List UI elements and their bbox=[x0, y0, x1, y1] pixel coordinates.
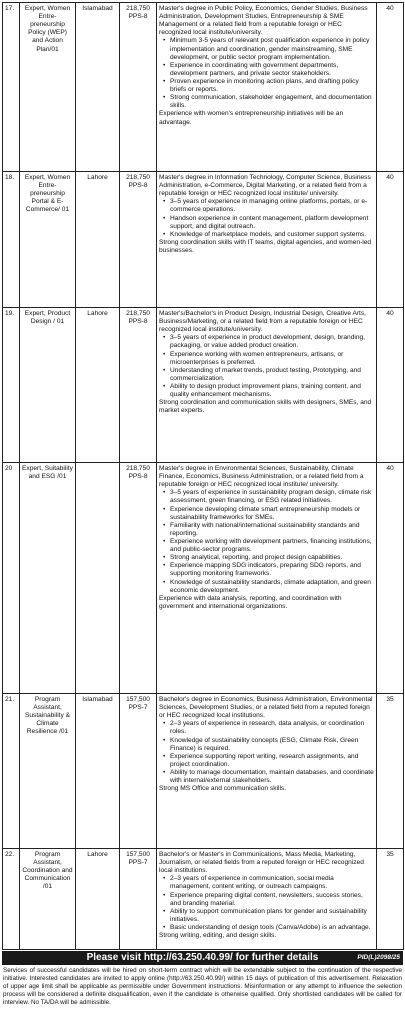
experience-item: • Experience mapping SDG indicators, preparing SDG reports, and supporting monitoring frameworks. bbox=[170, 562, 374, 578]
job-pay bbox=[120, 463, 157, 694]
job-location: Lahore bbox=[76, 172, 120, 308]
job-location: Lahore bbox=[76, 849, 120, 950]
job-pay bbox=[120, 308, 157, 463]
job-pay-scale: PPS-8 bbox=[128, 13, 148, 21]
job-number: 22. bbox=[3, 849, 20, 950]
experience-item: • 3–5 years of experience in product development, design, branding, packaging, or value added product creation. bbox=[170, 334, 374, 350]
job-post-title: Program Assistant, Sustainability & Climate Resilience /01 bbox=[20, 694, 76, 849]
experience-list bbox=[170, 198, 374, 239]
job-qualification bbox=[157, 694, 377, 849]
experience-item: • Knowledge of sustainability concepts (ESG, Climate Risk, Green Finance) is required. bbox=[170, 737, 374, 753]
qualification-note: Strong writing, editing, and design skills. bbox=[159, 932, 277, 940]
job-pay bbox=[120, 694, 157, 849]
job-row bbox=[3, 849, 404, 950]
job-row bbox=[3, 308, 404, 463]
experience-item: • Experience working with development partners, financing institutions, and public-sector programs. bbox=[170, 538, 374, 554]
job-post-title: Expert, Suitability and ESG /01 bbox=[20, 463, 76, 694]
job-age-limit: 40 bbox=[377, 172, 404, 308]
job-number: 21. bbox=[3, 694, 20, 849]
experience-item: • 2–3 years of experience in communication, social media management, content writing, or outreach campaigns. bbox=[170, 875, 374, 891]
experience-list bbox=[170, 489, 374, 594]
job-pay-scale: PPS-7 bbox=[128, 704, 148, 712]
experience-item: • Familiarity with national/international sustainability standards and reporting. bbox=[170, 522, 374, 538]
job-pay-scale: PPS-7 bbox=[128, 859, 148, 867]
experience-item: • 2–3 years of experience in research, data analysis, or coordination roles. bbox=[170, 720, 374, 736]
job-pay-scale: PPS-8 bbox=[128, 182, 148, 190]
job-row bbox=[3, 3, 404, 172]
experience-item: • Experience working with women entrepreneurs, artisans, or microenterprises is preferred. bbox=[170, 351, 374, 367]
experience-item: • Understanding of market trends, product testing, Prototyping, and commercialization. bbox=[170, 367, 374, 383]
qualification-intro: Bachelor's or Master's in Communications, Mass Media, Marketing, Journalism, or related fields from a reputed foreign or HEC recognized local institutions. bbox=[159, 851, 364, 875]
jobs-table bbox=[2, 2, 404, 950]
job-qualification bbox=[157, 3, 377, 172]
job-qualification bbox=[157, 172, 377, 308]
job-qualification bbox=[157, 308, 377, 463]
qualification-intro: Master's/Bachelor's in Product Design, Industrial Design, Creative Arts, Business/Marketing, or a related field from a reputable foreign or HEC recognized local institute/university. bbox=[159, 310, 367, 334]
visit-banner bbox=[2, 951, 403, 965]
job-post-title: Expert, Product Design / 01 bbox=[20, 308, 76, 463]
qualification-note: Experience with women's entrepreneurship initiatives will be an advantage. bbox=[159, 110, 344, 126]
job-qualification bbox=[157, 463, 377, 694]
job-age-limit: 40 bbox=[377, 463, 404, 694]
experience-item: • Experience supporting report writing, research assignments, and project coordination. bbox=[170, 753, 374, 769]
pid-code: PID(L)2098/25 bbox=[357, 954, 400, 961]
experience-item: • Minimum 3-5 years of relevant post qualification experience in policy implementation and coordination, gender mainstreaming, SME development, or public sector program implementation. bbox=[170, 37, 374, 61]
job-age-limit: 35 bbox=[377, 849, 404, 950]
experience-item: • Ability to manage documentation, maintain databases, and coordinate with internal/external stakeholders. bbox=[170, 769, 374, 785]
job-post-title: Program Assistant, Coordination and Communication /01 bbox=[20, 849, 76, 950]
job-post-title: Expert, Women Entre-preneurship Policy (WEP) and Action Plan/01 bbox=[20, 3, 76, 172]
job-pay-scale: PPS-8 bbox=[128, 473, 148, 481]
experience-item: • 3–5 years of experience in sustainability program design, climate risk assessment, green financing, or ESG related initiatives. bbox=[170, 489, 374, 505]
qualification-intro: Bachelor's degree in Economics, Business Administration, Environmental Sciences, Development Studies, or a related field from a reputed foreign or HEC recognized local institutions. bbox=[159, 696, 373, 720]
job-location: Islamabad bbox=[76, 3, 120, 172]
job-salary: 157,500 bbox=[126, 851, 150, 858]
experience-item: • Ability to support communication plans for gender and sustainability initiatives. bbox=[170, 908, 374, 924]
job-salary: 218,750 bbox=[126, 310, 150, 317]
footer-notice: Services of successful candidates will be hired on short-term contract which will be extendable subject to the continuation of the respective initiative. Interested candidates are invited to apply online (http://63.250.40.99/) within 15 days of publication of this advertisement. Relaxation of upper age limit shall be applicable as permissible under Government instructions. Misinformation or any attempt to influence the selection process will be considered a definite disqualification, even if the candidate is otherwise qualified. Only shortlisted candidates will be called for interview. No TA/DA will be admissible. bbox=[3, 967, 402, 1007]
job-location: Islamabad bbox=[76, 694, 120, 849]
visit-banner-text: Please visit http://63.250.40.99/ for further details bbox=[86, 952, 319, 963]
job-salary: 218,750 bbox=[126, 174, 150, 181]
experience-item: • Experience in coordinating with government departments, development partners, and private sector stakeholders. bbox=[170, 62, 374, 78]
job-location bbox=[76, 463, 120, 694]
qualification-intro: Master's degree in Environmental Sciences, Sustainability, Climate Finance, Economics, Business Administration, or a related field from a reputable foreign or HEC recognized local institute/ university. bbox=[159, 465, 364, 489]
job-pay bbox=[120, 3, 157, 172]
job-row bbox=[3, 694, 404, 849]
job-row bbox=[3, 172, 404, 308]
job-post-title: Expert, Women Entre-preneurship Portal & E-Commerce/ 01 bbox=[20, 172, 76, 308]
job-pay-scale: PPS-8 bbox=[128, 318, 148, 326]
experience-item: • 3–5 years of experience in managing online platforms, portals, or e-commerce operations. bbox=[170, 198, 374, 214]
job-number: 17. bbox=[3, 3, 20, 172]
job-age-limit: 40 bbox=[377, 3, 404, 172]
qualification-intro: Master's degree in Public Policy, Economics, Gender Studies, Business Administration, Development Studies, Entrepreneurship & SME Management or a related field from a reputable foreign or HEC recognized local institute/university. bbox=[159, 5, 368, 37]
experience-item: • Experience developing climate smart entrepreneurship models or sustainability frameworks for SMEs. bbox=[170, 506, 374, 522]
experience-item: • Strong analytical, reporting, and project design capabilities. bbox=[170, 554, 374, 562]
job-number: 19. bbox=[3, 308, 20, 463]
job-pay bbox=[120, 172, 157, 308]
qualification-intro: Master's degree in Information Technology, Computer Science, Business Administration, e-Commerce, Digital Marketing, or a related field from a reputable foreign or HEC recognized local institute/ university. bbox=[159, 174, 371, 198]
job-row bbox=[3, 463, 404, 694]
experience-item: • Ability to design product improvement plans, training content, and quality enhancement mechanisms. bbox=[170, 383, 374, 399]
experience-item: • Strong communication, stakeholder engagement, and documentation skills. bbox=[170, 94, 374, 110]
job-qualification bbox=[157, 849, 377, 950]
job-pay bbox=[120, 849, 157, 950]
experience-item: • Knowledge of marketplace models, and customer support systems. bbox=[170, 231, 374, 239]
experience-list bbox=[170, 37, 374, 110]
experience-list bbox=[170, 875, 374, 932]
qualification-note: Strong MS Office and communication skills. bbox=[159, 785, 287, 793]
job-age-limit: 35 bbox=[377, 694, 404, 849]
experience-item: • Basic understanding of design tools (Canva/Adobe) is an advantage. bbox=[170, 924, 374, 932]
job-salary: 218,750 bbox=[126, 5, 150, 12]
experience-item: • Experience preparing digital content, newsletters, success stories, and branding material. bbox=[170, 892, 374, 908]
experience-item: • Proven experience in monitoring action plans, and drafting policy briefs or reports. bbox=[170, 78, 374, 94]
experience-item: • Handson experience in content management, platform development support, and digital outreach. bbox=[170, 215, 374, 231]
qualification-note: Strong coordination and communication skills with designers, SMEs, and market experts. bbox=[159, 399, 372, 415]
job-age-limit: 40 bbox=[377, 308, 404, 463]
qualification-note: Experience with data analysis, reporting, and coordination with government and international organizations. bbox=[159, 594, 342, 610]
jobs-table-body bbox=[3, 3, 404, 950]
job-salary: 157,500 bbox=[126, 696, 150, 703]
job-number: 18. bbox=[3, 172, 20, 308]
experience-list bbox=[170, 334, 374, 399]
experience-item: • Knowledge of sustainability standards, climate adaptation, and green economic development. bbox=[170, 579, 374, 595]
qualification-note: Strong coordination skills with IT teams, digital agencies, and women-led businesses. bbox=[159, 238, 372, 254]
job-location: Lahore bbox=[76, 308, 120, 463]
job-salary: 218,750 bbox=[126, 465, 150, 472]
job-number: 20 bbox=[3, 463, 20, 694]
experience-list bbox=[170, 720, 374, 785]
